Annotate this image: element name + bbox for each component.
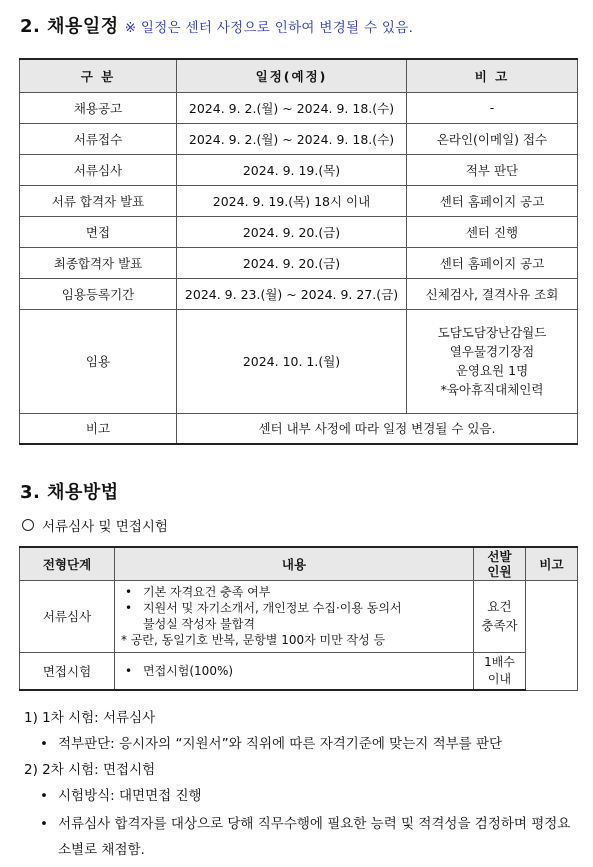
bullet-icon: • <box>40 816 48 832</box>
header-remark: 비고 <box>526 547 578 580</box>
row-remark: 적부 판단 <box>407 154 578 185</box>
note-second-exam: 2) 2차 시험: 면접시험 <box>24 762 156 778</box>
table-row <box>20 216 578 247</box>
table-row <box>20 278 578 309</box>
section2-note: ※ 일정은 센터 사정으로 인하여 변경될 수 있음. <box>124 20 414 36</box>
stage-doc: 서류심사 <box>20 580 115 652</box>
bullet-icon: • <box>125 663 133 678</box>
row-item: 면접 <box>20 216 177 247</box>
note-first-exam-detail: 적부판단: 응시자의 “지원서”와 직위에 따른 자격기준에 맞는지 적부를 판단 <box>58 736 503 752</box>
header-content: 내용 <box>115 547 474 580</box>
method-header-row <box>20 547 578 580</box>
method-table <box>19 546 578 691</box>
table-row <box>20 92 578 123</box>
table-row <box>20 154 578 185</box>
row-date: 2024. 9. 19.(목) <box>177 154 407 185</box>
table-row <box>20 247 578 278</box>
table-row-appointment <box>20 309 578 413</box>
row-item: 채용공고 <box>20 92 177 123</box>
content-line: 기본 자격요건 충족 여부 <box>143 585 271 599</box>
row-date: 2024. 10. 1.(월) <box>177 309 407 413</box>
row-item: 임용 <box>20 309 177 413</box>
stage-interview: 면접시험 <box>20 652 115 690</box>
remark-line: *육아휴직대체인력 <box>440 382 544 397</box>
row-date: 2024. 9. 2.(월) ~ 2024. 9. 18.(수) <box>177 92 407 123</box>
table-row <box>20 123 578 154</box>
bullet-icon: • <box>40 736 48 752</box>
selection-line: 충족자 <box>481 618 518 633</box>
remark-line: 운영요원 1명 <box>455 363 529 378</box>
header-category: 구 분 <box>20 59 177 92</box>
note-second-exam-method: 시험방식: 대면면접 진행 <box>58 788 202 804</box>
row-date: 2024. 9. 20.(금) <box>177 247 407 278</box>
table-row-doc <box>20 580 578 652</box>
content-interview <box>115 652 474 690</box>
note-first-exam: 1) 1차 시험: 서류심사 <box>24 710 156 726</box>
note-second-exam-detail: 서류심사 합격자를 대상으로 당해 직무수행에 필요한 능력 및 적격성을 검정하며 평정요소별로 채점함. <box>58 816 571 858</box>
table-row <box>20 185 578 216</box>
section3-subtitle <box>22 515 168 535</box>
row-date: 2024. 9. 20.(금) <box>177 216 407 247</box>
footer-text: 센터 내부 사정에 따라 일정 변경될 수 있음. <box>177 413 578 444</box>
header-selection-line: 인원 <box>487 563 512 579</box>
row-item: 서류심사 <box>20 154 177 185</box>
content-line: 면접시험(100%) <box>143 663 234 678</box>
section3-subtitle-text: 서류심사 및 면접시험 <box>42 519 168 535</box>
content-note: * 공란, 동일기호 반복, 문항별 100자 미만 작성 등 <box>121 633 386 647</box>
row-remark: - <box>407 92 578 123</box>
header-remark: 비 고 <box>407 59 578 92</box>
selection-doc <box>474 580 526 652</box>
bullet-icon: • <box>125 601 133 615</box>
remark-line: 도담도담장난감월드 <box>437 325 547 340</box>
bullet-icon: • <box>125 585 133 599</box>
notes-block <box>24 705 580 863</box>
header-selection <box>474 547 526 580</box>
row-date: 2024. 9. 2.(월) ~ 2024. 9. 18.(수) <box>177 123 407 154</box>
content-doc <box>115 580 474 652</box>
header-stage: 전형단계 <box>20 547 115 580</box>
section2-heading <box>20 12 413 38</box>
row-remark: 센터 홈페이지 공고 <box>407 185 578 216</box>
header-date: 일정(예정) <box>177 59 407 92</box>
row-date: 2024. 9. 19.(목) 18시 이내 <box>177 185 407 216</box>
row-remark: 센터 홈페이지 공고 <box>407 247 578 278</box>
row-remark: 온라인(이메일) 접수 <box>407 123 578 154</box>
selection-line: 이내 <box>487 671 512 686</box>
content-line: 지원서 및 자기소개서, 개인정보 수집·이용 동의서 <box>143 601 402 615</box>
footer-item: 비고 <box>20 413 177 444</box>
row-remark: 센터 진행 <box>407 216 578 247</box>
selection-interview <box>474 652 526 690</box>
row-remark: 신체검사, 결격사유 조회 <box>407 278 578 309</box>
row-item: 서류접수 <box>20 123 177 154</box>
remark-line: 열우물경기장점 <box>449 344 535 359</box>
section3-title: 3. 채용방법 <box>20 482 119 503</box>
selection-line: 1배수 <box>484 654 515 669</box>
schedule-table <box>19 58 578 445</box>
selection-line: 요건 <box>487 599 512 614</box>
bullet-icon: • <box>40 788 48 804</box>
row-date: 2024. 9. 23.(월) ~ 2024. 9. 27.(금) <box>177 278 407 309</box>
table-row-footer <box>20 413 578 444</box>
row-item: 서류 합격자 발표 <box>20 185 177 216</box>
section2-title: 2. 채용일정 <box>20 16 119 37</box>
table-row-interview <box>20 652 578 690</box>
row-item: 임용등록기간 <box>20 278 177 309</box>
row-remark <box>407 309 578 413</box>
row-item: 최종합격자 발표 <box>20 247 177 278</box>
content-line: 불성실 작성자 불합격 <box>143 617 255 631</box>
header-selection-line: 선발 <box>487 548 512 564</box>
remark-cell <box>526 580 578 690</box>
schedule-header-row <box>20 59 578 92</box>
circle-icon <box>22 519 34 531</box>
